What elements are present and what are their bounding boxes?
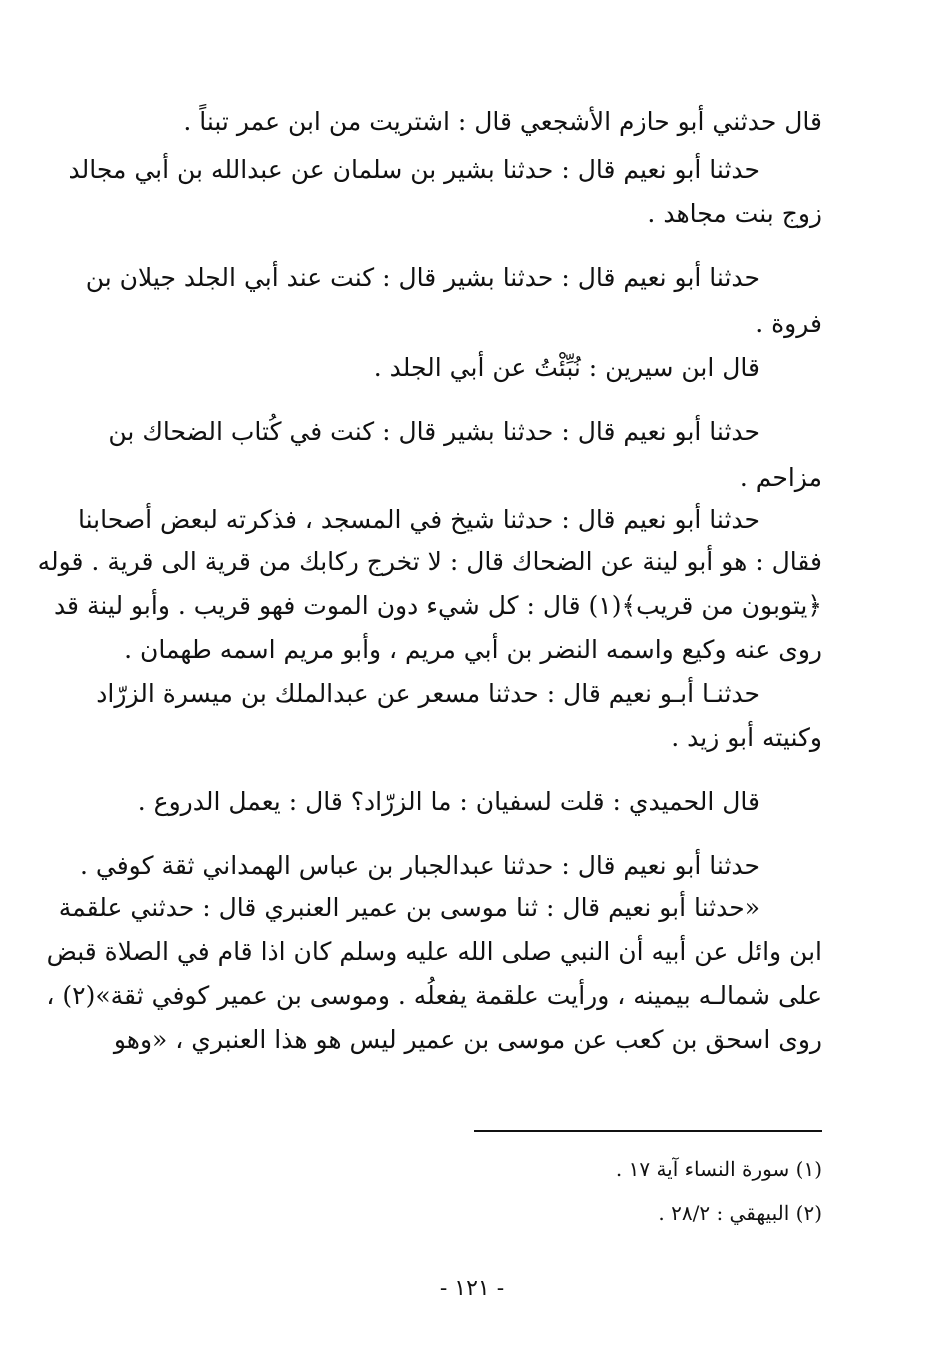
- text-line: قال الحميدي : قلت لسفيان : ما الزرّاد؟ قال : يعمل الدروع .: [137, 787, 760, 816]
- text-line: قال حدثني أبو حازم الأشجعي قال : اشتريت من ابن عمر تبناً .: [183, 107, 822, 136]
- footnote-divider: [474, 1130, 822, 1132]
- footnote-item: (١) سورة النساء آية ١٧ .: [615, 1157, 822, 1181]
- text-line: «حدثنا أبو نعيم قال : ثنا موسى بن عمير العنبري قال : حدثني علقمة: [58, 893, 760, 922]
- text-line: على شمالـه بيمينه ، ورأيت علقمة يفعلُه . وموسى بن عمير كوفي ثقة»(٢) ،: [46, 981, 822, 1010]
- text-line: ﴿يتوبون من قريب﴾(١) قال : كل شيء دون الموت فهو قريب . وأبو لينة قد: [53, 591, 822, 620]
- text-line: حدثنـا أبـو نعيم قال : حدثنا مسعر عن عبدالملك بن ميسرة الزرّاد: [96, 679, 760, 708]
- text-line: روى عنه وكيع واسمه النضر بن أبي مريم ، وأبو مريم اسمه طهمان .: [124, 635, 822, 664]
- text-line: زوج بنت مجاهد .: [647, 199, 822, 228]
- text-line: حدثنا أبو نعيم قال : حدثنا بشير قال : كنت في كُتاب الضحاك بن: [108, 417, 760, 446]
- text-line: حدثنا أبو نعيم قال : حدثنا بشير قال : كنت عند أبي الجلد جيلان بن: [85, 263, 760, 292]
- text-line: فروة .: [755, 309, 822, 338]
- text-line: حدثنا أبو نعيم قال : حدثنا عبدالجبار بن عباس الهمداني ثقة كوفي .: [80, 851, 760, 880]
- text-line: روى اسحق بن كعب عن موسى بن عمير ليس هو هذا العنبري ، «وهو: [113, 1025, 822, 1054]
- text-line: فقال : هو أبو لينة عن الضحاك قال : لا تخرج ركابك من قرية الى قرية . قوله: [37, 547, 822, 576]
- page-number: - ١٢١ -: [439, 1276, 505, 1301]
- text-line: حدثنا أبو نعيم قال : حدثنا شيخ في المسجد ، فذكرته لبعض أصحابنا: [77, 505, 760, 534]
- text-line: مزاحم .: [739, 463, 822, 492]
- text-line: ابن وائل عن أبيه أن النبي صلى الله عليه وسلم كان اذا قام في الصلاة قبض: [46, 937, 822, 966]
- footnote-item: (٢) البيهقي : ٢٨/٢ .: [658, 1201, 822, 1225]
- text-line: قال ابن سيرين : نُبِّئْتُ عن أبي الجلد .: [373, 353, 760, 382]
- text-line: حدثنا أبو نعيم قال : حدثنا بشير بن سلمان عن عبدالله بن أبي مجالد: [68, 155, 760, 184]
- text-line: وكنيته أبو زيد .: [671, 723, 822, 752]
